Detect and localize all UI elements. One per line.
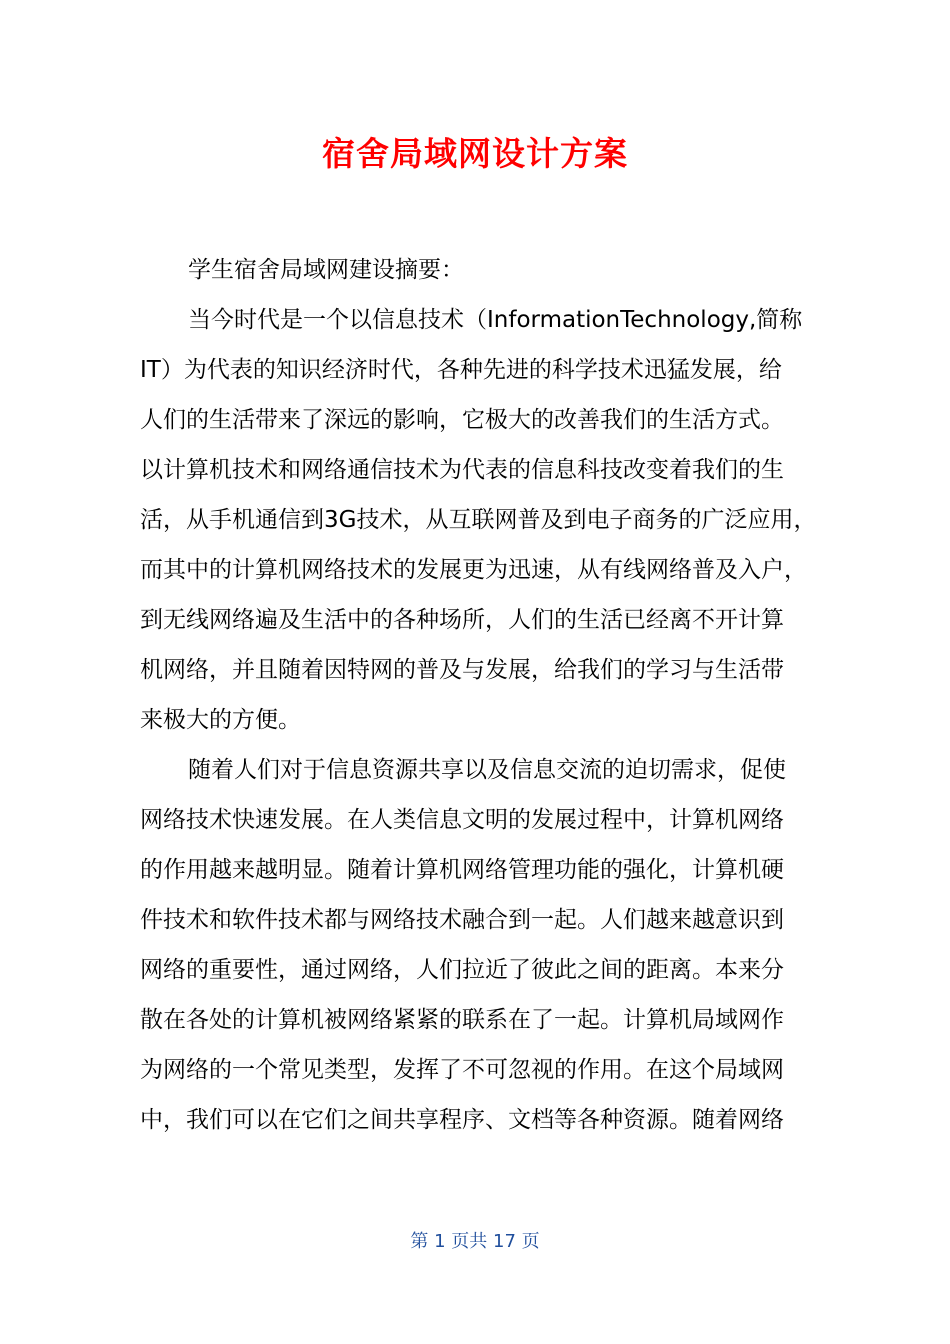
body-line: 网络的重要性，通过网络，人们拉近了彼此之间的距离。本来分 [140, 957, 784, 983]
body-line: 随着人们对于信息资源共享以及信息交流的迫切需求，促使 [188, 757, 786, 783]
document-title: 宿舍局域网设计方案 [322, 134, 628, 173]
body-line: 网络技术快速发展。在人类信息文明的发展过程中，计算机网络 [140, 807, 784, 833]
body-line: 为网络的一个常见类型，发挥了不可忽视的作用。在这个局域网 [140, 1057, 784, 1083]
body-line: 而其中的计算机网络技术的发展更为迅速，从有线网络普及入户， [140, 557, 807, 583]
body-line: 活，从手机通信到3G技术，从互联网普及到电子商务的广泛应用， [140, 507, 816, 533]
body-line: 中，我们可以在它们之间共享程序、文档等各种资源。随着网络 [140, 1107, 784, 1133]
body-line: 以计算机技术和网络通信技术为代表的信息科技改变着我们的生 [140, 457, 784, 483]
body-line: 学生宿舍局域网建设摘要： [188, 257, 464, 283]
body-line: 人们的生活带来了深远的影响，它极大的改善我们的生活方式。 [140, 407, 784, 433]
body-line: 当今时代是一个以信息技术（InformationTechnology,简称 [188, 307, 803, 333]
body-line: IT）为代表的知识经济时代，各种先进的科学技术迅猛发展，给 [140, 357, 782, 383]
body-line: 散在各处的计算机被网络紧紧的联系在了一起。计算机局域网作 [140, 1007, 784, 1033]
page-number-footer: 第 1 页共 17 页 [410, 1231, 540, 1252]
body-line: 来极大的方便。 [140, 707, 301, 733]
document-body [140, 245, 816, 1145]
body-line: 件技术和软件技术都与网络技术融合到一起。人们越来越意识到 [140, 907, 784, 933]
body-line: 到无线网络遍及生活中的各种场所，人们的生活已经离不开计算 [140, 607, 784, 633]
body-line: 的作用越来越明显。随着计算机网络管理功能的强化，计算机硬 [140, 857, 784, 883]
body-line: 机网络，并且随着因特网的普及与发展，给我们的学习与生活带 [140, 657, 784, 683]
